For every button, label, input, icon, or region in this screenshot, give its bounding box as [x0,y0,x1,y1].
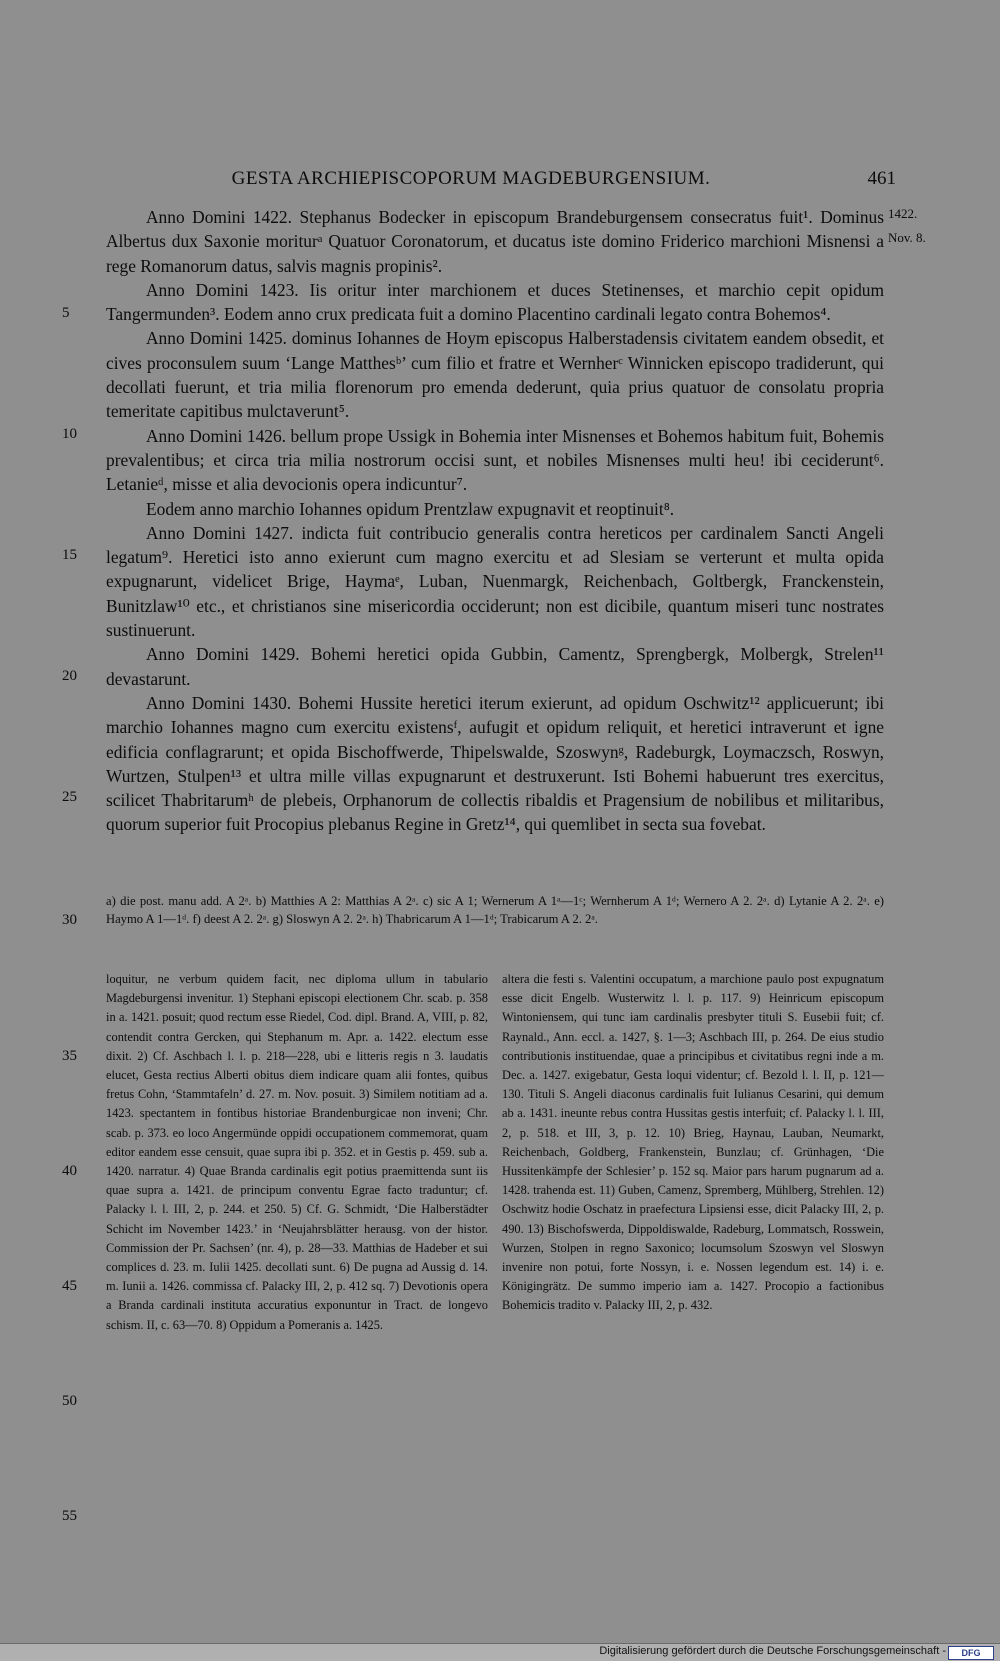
line-number: 35 [62,1048,77,1064]
line-number: 10 [62,426,77,442]
line-number: 45 [62,1278,77,1294]
paragraph-1426-prentzlaw: Eodem anno marchio Iohannes opidum Prentzlaw expugnavit et reoptinuit⁸. [146,498,675,519]
running-header [106,168,896,198]
line-number: 40 [62,1163,77,1179]
notes-column-left: loquitur, ne verbum quidem facit, nec diploma ullum in tabulario Magdeburgensi invenitur. 1) Stephani episcopi electionem Chr. scab. p. 358 in a. 1421. posuit; quod rectum esse Riedel, Cod. dipl. Brand. A, VIII, p. 82, contendit contra Gercken, qui Stephanum m. Apr. a. 1422. electum esse dixit. 2) Cf. Aschbach l. l. p. 218—228, ubi e litteris regis n 3. laudatis elucet, Gesta rectius Alberti obitus diem indicare quam alii fontes, quibus fretus Cohn, ‘Stammtafeln’ d. 27. m. Nov. posuit. 3) Similem notitiam ad a. 1423. spectantem in fontibus historiae Brandenburgicae non inveni; Chr. scab. p. 373. eo loco Angermünde oppidi occupationem commemorat, quam editor eandem esse censuit, quae supra ibi p. 352. et in Gestis p. 459. sub a. 1420. narratur. 4) Quae Branda cardinalis egit potius praemittenda sunt iis quae supra a. 1421. de principum conventu Egrae facto traduntur; cf. Palacky l. l. III, 2, p. 244. et 250. 5) Cf. G. Schmidt, ‘Die Halberstädter Schicht im November 1423.’ in ‘Neujahrsblätter herausg. von der histor. Commission der Pr. Sachsen’ (nr. 4), p. 28—33. Matthias de Hadeber et sui complices d. 23. m. Iulii 1425. decollati sunt. 6) De pugna ad Aussig d. 14. m. Iunii a. 1426. commissa cf. Palacky III, 2, p. 412 sq. 7) Devotionis opera a Branda cardinali instituta accuratius exponuntur in Tract. de longevo schism. II, c. 63—70. 8) Oppidum a Pomeranis a. 1425. [106,972,488,1332]
paragraph-1426: Anno Domini 1426. bellum prope Ussigk in Bohemia inter Misnenses et Bohemos habitum fuit, Bohemis prevalentibus; et circa tria milia nostrorum occisi sunt, et nobiles Misnenses multi heu! ibi ceciderunt⁶. Letanieᵈ, misse et alia devocionis opera indicuntur⁷. [106,425,884,495]
paragraph-1427: Anno Domini 1427. indicta fuit contribucio generalis contra hereticos per cardinalem Sancti Angeli legatum⁹. Heretici isto anno exierunt cum magno exercitu et ad Slesiam se verterunt et multa opida expugnarunt, videlicet Brige, Haymaᵉ, Luban, Nuenmargk, Reichenbach, Goltbergk, Franckenstein, Bunitzlaw¹⁰ etc., et christianos sine misericordia occiderunt; non est dicibile, quantum miseri tunc nostrates sustinuerunt. [106,522,884,641]
line-number: 15 [62,547,77,563]
paragraph-1429: Anno Domini 1429. Bohemi heretici opida Gubbin, Camentz, Sprengbergk, Molbergk, Strelen¹¹ devastarunt. [106,644,884,689]
digitization-footer [0,1643,1000,1661]
line-number: 55 [62,1508,77,1524]
critical-apparatus: a) die post. manu add. A 2ᵃ. b) Matthies A 2: Matthias A 2ᵃ. c) sic A 1; Wernerum A 1ᵃ—1ᶜ; Wernherum A 1ᵈ; Wernero A 2. 2ᵃ. d) Lytanie A 2. 2ᵃ. e) Haymo A 1—1ᵈ. f) deest A 2. 2ᵃ. g) Sloswyn A 2. 2ᵃ. h) Thabricarum A 1—1ᵈ; Trabicarum A 2. 2ᵃ. [106,894,884,926]
notes-column-right: altera die festi s. Valentini occupatum, a marchione paulo post expugnatum esse dicit Engelb. Wusterwitz l. l. p. 117. 9) Heinricum episcopum Wintoniensem, qui tunc iam cardinalis presbyter tituli S. Eusebii fuit; cf. Raynald., Ann. eccl. a. 1427, §. 1—3; Aschbach III, p. 264. De eius studio contributionis instituendae, quae a principibus et civitatibus regni inde a m. Dec. a. 1427. exigebatur, Gesta loqui videntur; cf. Bezold l. l. II, p. 121—130. Tituli S. Angeli diaconus cardinalis fuit Iulianus Cesarini, qui demum ab a. 1431. ineunte rebus contra Hussitas gestis interfuit; cf. Palacky l. l. III, 2, p. 518. et III, 3, p. 12. 10) Brieg, Haynau, Lauban, Neumarkt, Reichenbach, Goldberg, Frankenstein, Bunzlau; cf. Grünhagen, ‘Die Hussitenkämpfe der Schlesier’ p. 152 sq. Maior pars harum pugnarum ad a. 1428. trahenda est. 11) Guben, Camenz, Spremberg, Mühlberg, Strehlen. 12) Oschwitz hodie Oschatz in praefectura Lipsiensi esse, dicit Palacky III, 2, p. 490. 13) Bischofswerda, Dippoldiswalde, Radeburg, Lommatsch, Rosswein, Wurzen, Stolpen in regno Saxonico; locumsolum Szoswyn vel Sloswyn invenire non potui, forte Nossyn, i. e. Nossen legendum est. 14) i. e. Königingrätz. De summo imperio iam a. 1427. Procopio a factionibus Bohemicis tradito v. Palacky III, 2, p. 432. [502,972,884,1313]
line-number: 50 [62,1393,77,1409]
running-title: GESTA ARCHIEPISCOPORUM MAGDEBURGENSIUM. [231,168,711,189]
margin-note-date: Nov. 8. [888,230,926,245]
page-number: 461 [867,168,896,189]
paragraph-1423: Anno Domini 1423. Iis oritur inter marchionem et duces Stetinenses, et marchio cepit opidum Tangermunden³. Eodem anno crux predicata fuit a domino Placentino cardinali legato contra Bohemos⁴. [106,279,884,325]
paragraph-1422: Anno Domini 1422. Stephanus Bodecker in episcopum Brandeburgensem consecratus fuit¹. Dominus Albertus dux Saxonie moriturᵃ Quatuor Coronatorum, et ducatus iste domino Friderico marchioni Misnensi a rege Romanorum datus, salvis magnis propinis². [106,207,884,276]
paragraph-1430: Anno Domini 1430. Bohemi Hussite heretici iterum exierunt, ad opidum Oschwitz¹² applicuerunt; ibi marchio Iohannes magno cum exercitu existensᶠ, aufugit et opidum reliquit, et heretici intraverunt et igne edificia conflagrarunt; et opida Bischoffwerde, Thipelswalde, Szoswynᵍ, Radeburgk, Loymaczsch, Roswyn, Wurtzen, Stulpen¹³ et ultra mille villas expugnarunt et destruxerunt. Isti Bohemi habuerunt tres exercitus, scilicet Thabritarumʰ de plebeis, Orphanorum de collectis ribaldis et Pragensium de nobilibus et militaribus, quorum superior fuit Procopius plebanus Regine in Gretz¹⁴, qui quemlibet in secta sua fovebat. [106,692,884,835]
paragraph-1425: Anno Domini 1425. dominus Iohannes de Hoym episcopus Halberstadensis civitatem eandem obsedit, et cives proconsulem suum ‘Lange Matthesᵇ’ cum filio et fratre et Wernherᶜ Winnicken episcopo tradiderunt, qui decollati fuerunt, et tria milia florenorum pro emenda dederunt, quia prius quatuor de consolatu propria temeritate capitibus mulctaverunt⁵. [106,328,884,422]
line-number: 20 [62,668,77,684]
margin-note-year: 1422. [888,206,918,221]
main-text [106,205,884,837]
line-number: 30 [62,912,77,928]
footer-credit: Digitalisierung gefördert durch die Deutsche Forschungsgemeinschaft - [599,1645,946,1657]
dfg-logo: DFG [948,1646,994,1660]
line-number: 5 [62,305,70,321]
line-number: 25 [62,789,77,805]
